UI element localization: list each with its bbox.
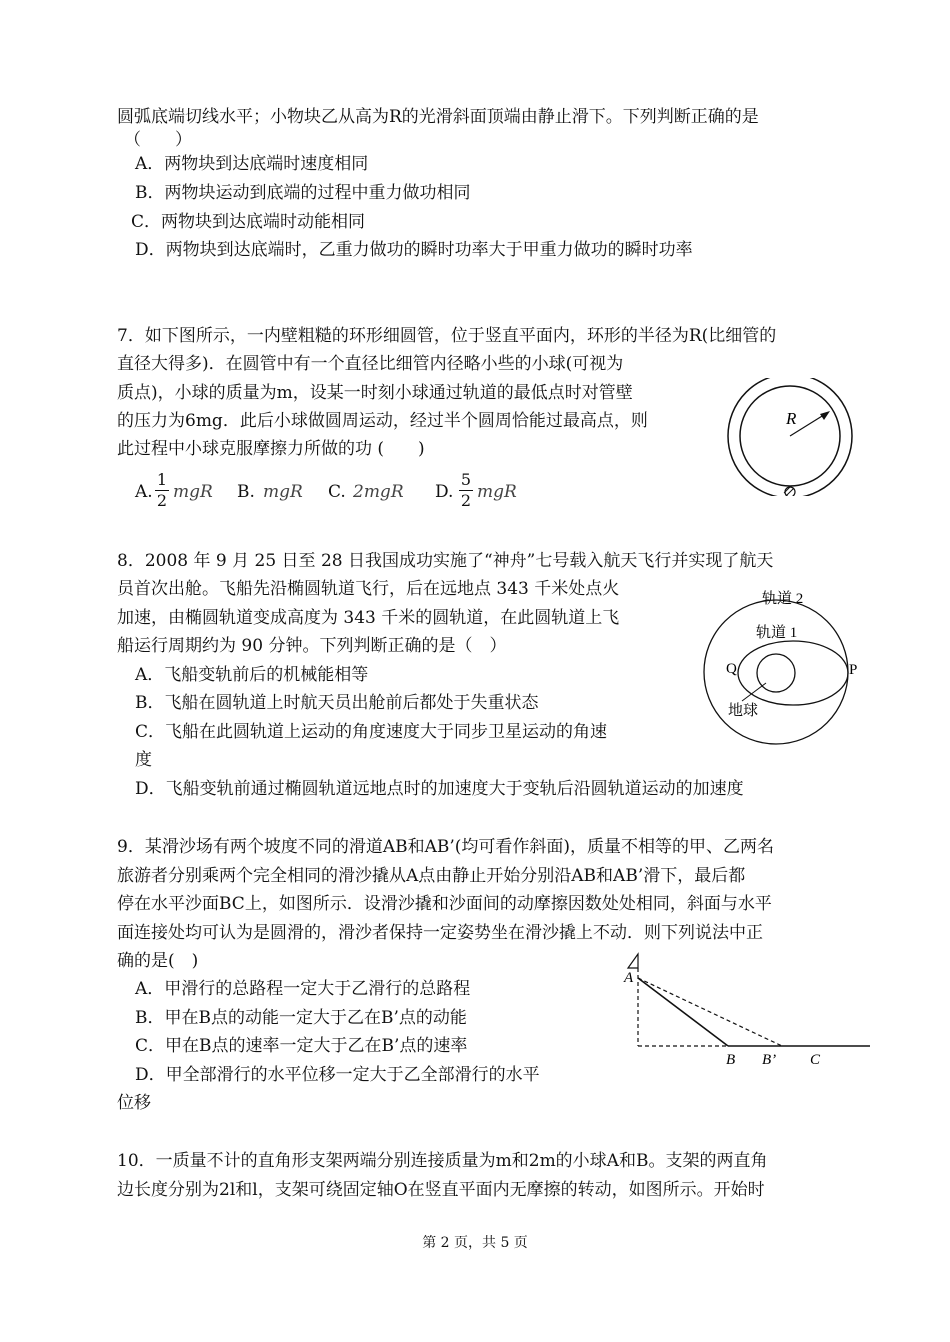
orbit2-label: 轨道 2: [762, 591, 804, 607]
q7-stem-line2: 直径大得多)．在圆管中有一个直径比细管内径略小些的小球(可视为: [117, 354, 624, 374]
q7-option-a-label: A.: [135, 482, 153, 502]
slope-ab: [638, 978, 728, 1046]
q9-stem-line1: 9．某滑沙场有两个坡度不同的滑道AB和AB’(均可看作斜面)，质量不相等的甲、乙两名: [117, 837, 775, 857]
q6-option-b: B．两物块运动到底端的过程中重力做功相同: [135, 183, 471, 203]
q8-stem-line1: 8．2008 年 9 月 25 日至 28 日我国成功实施了“神舟”七号载入航天飞行并实现了航天: [117, 551, 774, 571]
q8-stem-line4: 船运行周期约为 90 分钟。下列判断正确的是（ ）: [117, 636, 507, 656]
q8-option-d: D．飞船变轨前通过椭圆轨道远地点时的加速度大于变轨后沿圆轨道运动的加速度: [135, 779, 744, 799]
q6-stem-line2: （ ）: [124, 130, 192, 150]
q10-stem-line2: 边长度分别为2l和l，支架可绕固定轴O在竖直平面内无摩擦的转动，如图所示。开始时: [117, 1180, 765, 1200]
slope-abprime: [638, 978, 782, 1046]
q7-option-d-fraction: [459, 470, 473, 511]
orbit1-ellipse: [738, 641, 848, 705]
point-c-label: C: [810, 1052, 821, 1068]
q9-option-d-line1: D．甲全部滑行的水平位移一定大于乙全部滑行的水平: [135, 1065, 540, 1085]
point-bprime-label: B’: [762, 1052, 777, 1068]
q7-option-d-label: D.: [435, 482, 454, 502]
orbit1-label: 轨道 1: [756, 625, 798, 641]
point-b-label: B: [726, 1052, 736, 1068]
earth-pointer: [742, 683, 766, 701]
q7-stem-line5: 此过程中小球克服摩擦力所做的功 ( ): [117, 439, 425, 459]
q8-orbit-figure: [700, 585, 865, 755]
q7-option-d-denominator: 2: [460, 491, 472, 510]
q8-option-c-line1: C．飞船在此圆轨道上运动的角度速度大于同步卫星运动的角速: [135, 722, 608, 742]
q7-option-c-label: C.: [328, 482, 346, 502]
q8-option-a: A．飞船变轨前后的机械能相等: [135, 665, 369, 685]
q7-option-b-label: B.: [237, 482, 255, 502]
q9-stem-line3: 停在水平沙面BC上，如图所示．设滑沙撬和沙面间的动摩擦因数处处相同，斜面与水平: [117, 894, 772, 914]
q7-ring-figure: [722, 378, 858, 496]
point-a-label: A: [624, 970, 634, 986]
q9-option-d-line2: 位移: [117, 1093, 151, 1113]
q7-option-a-denominator: 2: [156, 491, 168, 510]
q7-stem-line3: 质点)，小球的质量为m，设某一时刻小球通过轨道的最低点时对管壁: [117, 383, 633, 403]
q7-option-d-numerator: 5: [460, 470, 472, 489]
top-marker: [628, 954, 638, 968]
q7-stem-line4: 的压力为6mg．此后小球做圆周运动，经过半个圆周恰能过最高点，则: [117, 411, 648, 431]
q7-stem-line1: 7．如下图所示，一内壁粗糙的环形细圆管，位于竖直平面内，环形的半径为R(比细管的: [117, 326, 777, 346]
q6-option-d: D．两物块到达底端时，乙重力做功的瞬时功率大于甲重力做功的瞬时功率: [135, 240, 693, 260]
q9-stem-line4: 面连接处均可认为是圆滑的，滑沙者保持一定姿势坐在滑沙撬上不动．则下列说法中正: [117, 923, 763, 943]
q7-option-b: mgR: [263, 482, 303, 502]
earth-label: 地球: [728, 703, 759, 719]
q7-option-a-tail: mgR: [173, 482, 213, 502]
q9-stem-line2: 旅游者分别乘两个完全相同的滑沙撬从A点由静止开始分别沿AB和AB’滑下，最后都: [117, 866, 746, 886]
q8-option-b: B．飞船在圆轨道上时航天员出舱前后都处于失重状态: [135, 693, 539, 713]
q9-option-c: C．甲在B点的速率一定大于乙在B’点的速率: [135, 1036, 468, 1056]
q7-option-a-numerator: 1: [156, 470, 168, 489]
q6-option-a: A．两物块到达底端时速度相同: [135, 154, 369, 174]
q8-stem-line2: 员首次出舱。飞船先沿椭圆轨道飞行，后在远地点 343 千米处点火: [117, 579, 620, 599]
q9-slide-figure: [620, 950, 875, 1075]
q9-option-a: A．甲滑行的总路程一定大于乙滑行的总路程: [135, 979, 471, 999]
outer-circle: [728, 378, 852, 496]
point-p-label: P: [849, 662, 858, 678]
q10-stem-line1: 10．一质量不计的直角形支架两端分别连接质量为m和2m的小球A和B。支架的两直角: [117, 1151, 768, 1171]
page-footer: 第 2 页，共 5 页: [422, 1235, 528, 1251]
point-q-label: Q: [726, 661, 737, 677]
q7-option-a-fraction: [155, 470, 169, 511]
q9-option-b: B．甲在B点的动能一定大于乙在B’点的动能: [135, 1008, 467, 1028]
earth-circle: [757, 654, 795, 692]
q8-option-c-line2: 度: [135, 750, 152, 770]
q8-stem-line3: 加速，由椭圆轨道变成高度为 343 千米的圆轨道，在此圆轨道上飞: [117, 608, 620, 628]
q7-option-c: 2mgR: [353, 482, 404, 502]
q6-option-c: C．两物块到达底端时动能相同: [131, 212, 366, 232]
q6-stem-line1: 圆弧底端切线水平；小物块乙从高为R的光滑斜面顶端由静止滑下。下列判断正确的是: [117, 107, 759, 127]
q7-option-d-tail: mgR: [477, 482, 517, 502]
radius-arrowhead: [820, 411, 830, 420]
radius-label: R: [786, 409, 797, 428]
q9-stem-line5: 确的是( ): [117, 951, 199, 971]
